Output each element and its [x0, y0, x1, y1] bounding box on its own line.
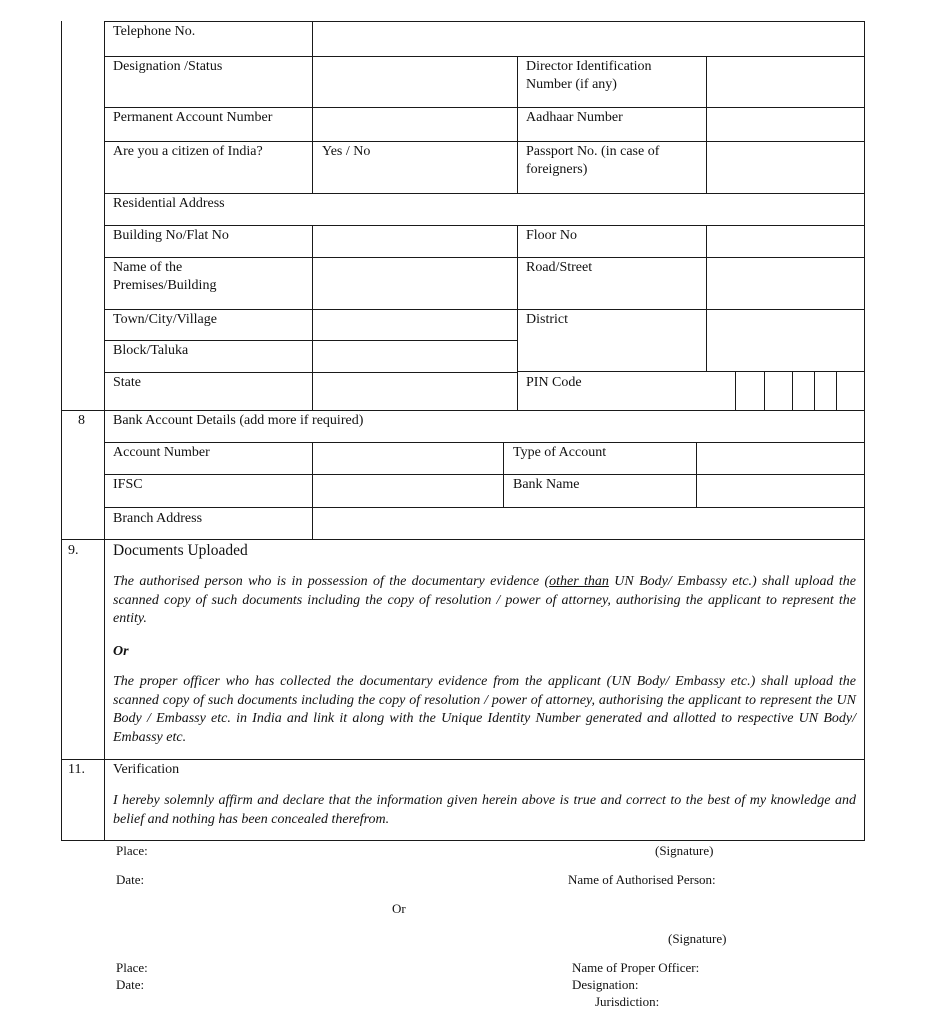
- designation-footer-label: Designation:: [572, 977, 639, 992]
- block-label: Block/Taluka: [113, 343, 189, 358]
- block-field[interactable]: [313, 341, 516, 371]
- date2-label: Date:: [116, 977, 145, 992]
- building-field[interactable]: [313, 226, 516, 256]
- road-label: Road/Street: [526, 260, 593, 275]
- account-number-label: Account Number: [113, 445, 210, 460]
- din-field[interactable]: [707, 57, 863, 106]
- district-label: District: [526, 312, 568, 327]
- signature2-label: (Signature): [668, 931, 727, 946]
- serial-column-divider: [104, 21, 105, 841]
- pan-field[interactable]: [313, 108, 516, 140]
- telephone-label: Telephone No.: [113, 24, 196, 39]
- bank-section-heading: Bank Account Details (add more if required): [113, 413, 364, 428]
- bank-name-field[interactable]: [697, 475, 863, 506]
- table-right-border: [864, 21, 865, 841]
- documents-or-label: Or: [113, 644, 129, 659]
- bank-name-label: Bank Name: [513, 477, 580, 492]
- premises-label-line2: Premises/Building: [113, 278, 217, 293]
- town-field[interactable]: [313, 310, 516, 339]
- floor-label: Floor No: [526, 228, 577, 243]
- district-field[interactable]: [707, 310, 863, 370]
- town-label: Town/City/Village: [113, 312, 217, 327]
- date-label: Date:: [116, 872, 145, 887]
- verification-section-number: 11.: [68, 762, 85, 777]
- account-type-field[interactable]: [697, 443, 863, 473]
- designation-field[interactable]: [313, 57, 516, 106]
- documents-authorised-paragraph: The authorised person who is in possession of the documentary evidence (other than UN Body/ Embassy etc.) shall upload the scanned copy of such documents including the copy of resolution / power of attorney, authorising the applicant to represent the entity.: [113, 574, 857, 626]
- state-field[interactable]: [313, 373, 516, 409]
- floor-field[interactable]: [707, 226, 863, 256]
- place-label: Place:: [116, 843, 148, 858]
- branch-address-label: Branch Address: [113, 511, 203, 526]
- designation-label: Designation /Status: [113, 59, 223, 74]
- place2-label: Place:: [116, 960, 148, 975]
- pin-code-boxes[interactable]: [707, 372, 863, 409]
- residential-address-heading: Residential Address: [113, 196, 225, 211]
- aadhaar-field[interactable]: [707, 108, 863, 140]
- premises-field[interactable]: [313, 258, 516, 308]
- documents-section-number: 9.: [68, 543, 79, 558]
- citizen-label: Are you a citizen of India?: [113, 144, 263, 159]
- account-number-field[interactable]: [313, 443, 502, 473]
- passport-label-line1: Passport No. (in case of: [526, 144, 660, 159]
- documents-proper-officer-paragraph: The proper officer who has collected the documentary evidence from the applicant (UN Body/ Embassy etc.) shall upload the scanned copy of such documents including the copy of resolution / power of attorney, authorising the applicant to represent the UN Body / Embassy etc. in India and link it along with the Unique Identity Number generated and allotted to respective UN Body/ Embassy etc.: [113, 674, 856, 745]
- passport-field[interactable]: [707, 142, 863, 192]
- table-left-border: [61, 21, 62, 841]
- din-label-line2: Number (if any): [526, 77, 617, 92]
- road-field[interactable]: [707, 258, 863, 308]
- account-type-label: Type of Account: [513, 445, 607, 460]
- verification-heading: Verification: [113, 762, 180, 777]
- verification-declaration: I hereby solemnly affirm and declare that the information given herein above is true and correct to the best of my knowledge and belief and nothing has been concealed therefrom.: [113, 793, 856, 827]
- telephone-field[interactable]: [313, 22, 863, 55]
- branch-address-field[interactable]: [313, 508, 863, 538]
- documents-section-heading: Documents Uploaded: [113, 542, 248, 559]
- citizen-yes-no-choice[interactable]: Yes / No: [322, 144, 371, 159]
- pan-label: Permanent Account Number: [113, 110, 273, 125]
- aadhaar-label: Aadhaar Number: [526, 110, 623, 125]
- premises-label-line1: Name of the: [113, 260, 183, 275]
- signature-label: (Signature): [655, 843, 714, 858]
- state-label: State: [113, 375, 141, 390]
- jurisdiction-label: Jurisdiction:: [595, 994, 660, 1009]
- authorised-person-label: Name of Authorised Person:: [568, 872, 716, 887]
- building-label: Building No/Flat No: [113, 228, 229, 243]
- footer-or-label: Or: [392, 901, 406, 916]
- ifsc-label: IFSC: [113, 477, 143, 492]
- proper-officer-label: Name of Proper Officer:: [572, 960, 700, 975]
- ifsc-field[interactable]: [313, 475, 502, 506]
- passport-label-line2: foreigners): [526, 162, 588, 177]
- bank-section-number: 8: [78, 413, 85, 428]
- din-label-line1: Director Identification: [526, 59, 652, 74]
- pin-code-label: PIN Code: [526, 375, 582, 390]
